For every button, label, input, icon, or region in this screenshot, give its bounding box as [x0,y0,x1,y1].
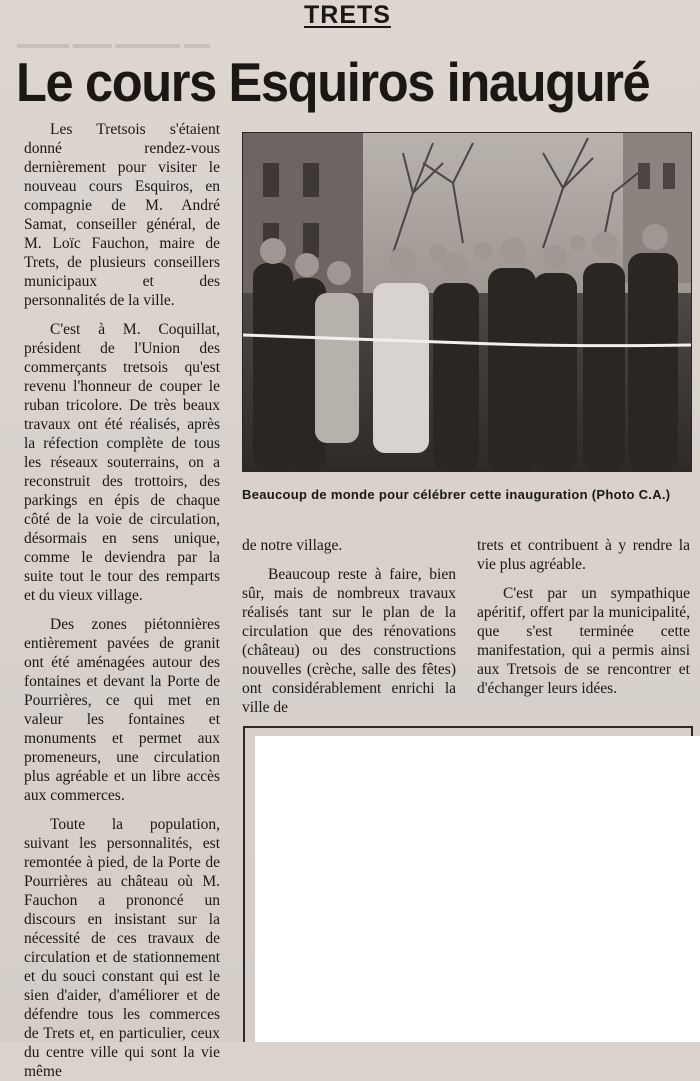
photo-caption: Beaucoup de monde pour célébrer cette inauguration (Photo C.A.) [242,487,671,502]
article-column-1 [24,120,220,1080]
article-column-2 [242,536,456,727]
section-title: TRETS [304,1,391,29]
column-rule [243,726,245,1042]
blank-cutout-area [255,736,700,1042]
column-rule [691,726,693,736]
paragraph: C'est par un sympathique apéritif, offert par la municipalité, que s'est terminée cette manifestation, qui a permis ainsi aux Tretsois de se rencontrer et d'échanger leurs idées. [477,585,690,697]
paragraph: Beaucoup reste à faire, bien sûr, mais de nombreux travaux réalisés tant sur le plan de la circulation que des rénovations (château) ou des constructions nouvelles (crèche, salle des fêtes) ont considérablement enrichi la ville de [242,566,456,716]
article-column-3 [477,536,690,708]
ribbon-cutting-photo [242,132,692,472]
column-rule [243,726,693,728]
paragraph: Des zones piétonnières entièrement pavées de granit ont été aménagées autour des fontaines et devant la Porte de Pourrières, ce qui met en valeur les fontaines et monuments et permet aux promeneurs, une circulation plus agréable et un libre accès aux commerces. [24,616,220,804]
headline: Le cours Esquiros inauguré [16,51,650,113]
paragraph: C'est à M. Coquillat, président de l'Union des commerçants tretsois qu'est revenu l'honneur de couper le ruban tricolore. De très beaux travaux ont été réalisés, après la réfection complète de tous les réseaux souterrains, on a reconstruit des trottoirs, des parkings en épis de chaque côté de la voie de circulation, désormais en sens unique, comme le deviendra par la suite tout le tour des remparts et du vieux village. [24,321,220,604]
paragraph: Les Tretsois s'étaient donné rendez-vous dernièrement pour visiter le nouveau cours Esquiros, en compagnie de M. André Samat, conseiller général, de M. Loïc Fauchon, maire de Trets, de plusieurs conseillers municipaux et des personnalités de la ville. [24,121,220,309]
paragraph: trets et contribuent à y rendre la vie plus agréable. [477,537,690,573]
paragraph: de notre village. [242,537,343,554]
paragraph: Toute la population, suivant les personnalités, est remontée à pied, de la Porte de Pourrières au château où M. Fauchon a prononcé un discours en insistant sur la nécessité de ces travaux de circulation et de stationnement et du souci constant qui est le sien d'aider, d'améliorer et de défendre tous les commerces de Trets et, en particulier, ceux du centre ville qui sont la vie même [24,816,220,1080]
show-through-text: ▬▬ ▬▬▬▬▬ ▬▬▬ ▬▬▬▬ [17,36,210,51]
